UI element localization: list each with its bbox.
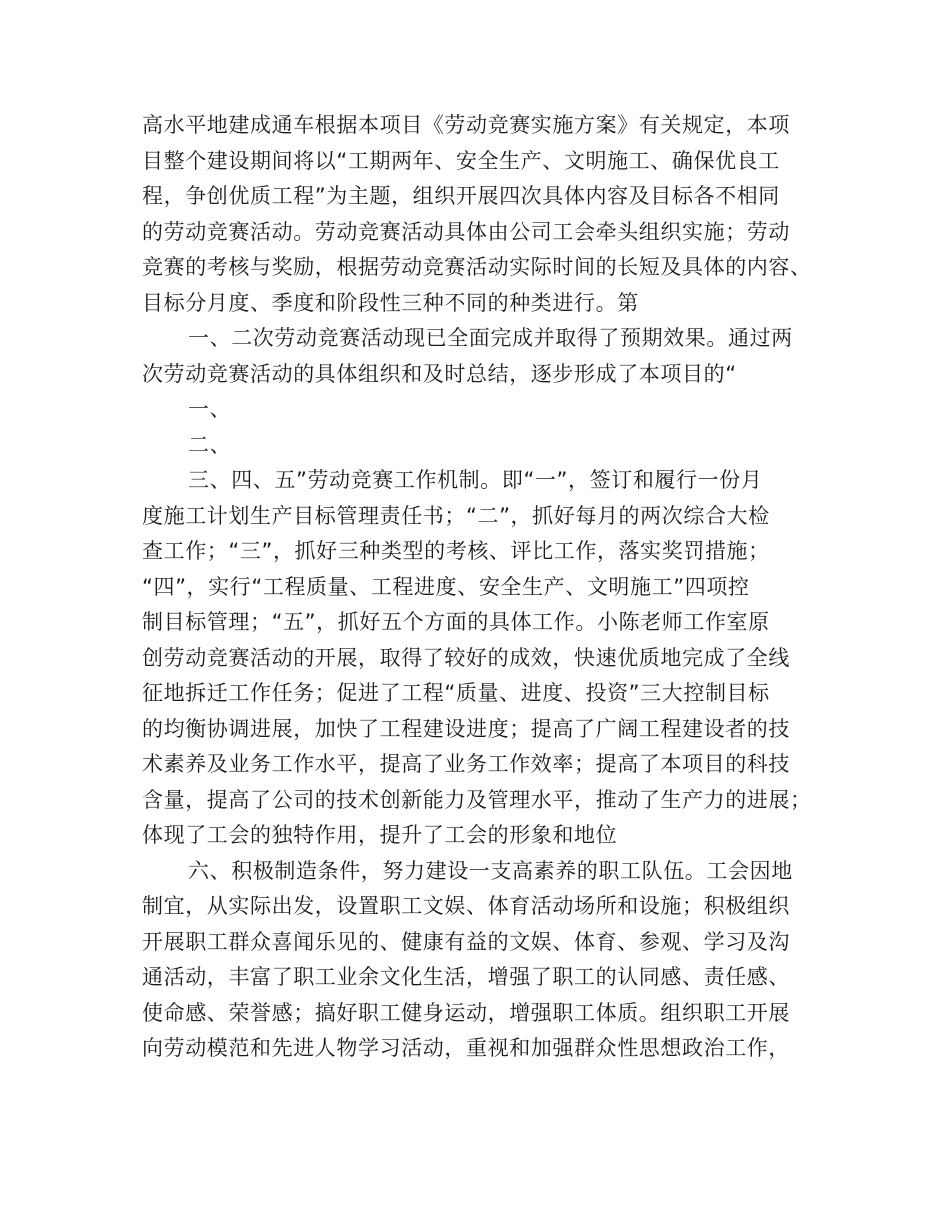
paragraph [142,428,810,464]
text-line: 一、二次劳动竞赛活动现已全面完成并取得了预期效果。通过两 [188,326,793,350]
text-line: 三、四、五”劳动竞赛工作机制。即“一”，签订和履行一份月 [188,468,763,492]
text-line: 制宜，从实际出发，设置职工文娱、体育活动场所和设施；积极组织 [142,894,790,918]
text-line: 征地拆迁工作任务；促进了工程“质量、进度、投资”三大控制目标 [142,681,770,705]
paragraph [142,463,810,854]
paragraph [142,108,810,321]
text-line: 程，争创优质工程”为主题，组织开展四次具体内容及目标各不相同 [142,184,780,208]
text-line: 通活动，丰富了职工业余文化生活，增强了职工的认同感、责任感、 [142,965,790,989]
text-line: 查工作；“三”，抓好三种类型的考核、评比工作，落实奖罚措施； [142,539,770,563]
text-line: 向劳动模范和先进人物学习活动，重视和加强群众性思想政治工作， [142,1036,790,1060]
paragraph [142,392,810,428]
text-line: 制目标管理；“五”，抓好五个方面的具体工作。小陈老师工作室原 [142,610,770,634]
text-line: 的均衡协调进展，加快了工程建设进度；提高了广阔工程建设者的技 [142,716,790,741]
text-line: 含量，提高了公司的技术创新能力及管理水平，推动了生产力的进展； [142,787,812,812]
text-line: 度施工计划生产目标管理责任书；“二”，抓好每月的两次综合大检 [142,503,770,528]
text-line: 二、 [188,432,232,457]
paragraph [142,854,810,1067]
paragraph [142,321,810,392]
text-line: 使命感、荣誉感；搞好职工健身运动，增强职工体质。组织职工开展 [142,1000,790,1025]
text-line: 六、积极制造条件，努力建设一支高素养的职工队伍。工会因地 [188,858,793,883]
text-line: 目整个建设期间将以“工期两年、安全生产、文明施工、确保优良工 [142,148,780,173]
text-line: 次劳动竞赛活动的具体组织和及时总结，逐步形成了本项目的“ [142,361,737,386]
text-line: 目标分月度、季度和阶段性三种不同的种类进行。第 [142,290,639,315]
text-line: 的劳动竞赛活动。劳动竞赛活动具体由公司工会牵头组织实施；劳动 [142,219,790,244]
text-line: 创劳动竞赛活动的开展，取得了较好的成效，快速优质地完成了全线 [142,645,790,670]
text-line: “四”，实行“工程质量、工程进度、安全生产、文明施工”四项控 [142,574,750,599]
text-line: 开展职工群众喜闻乐见的、健康有益的文娱、体育、参观、学习及沟 [142,929,790,954]
text-line: 竞赛的考核与奖励，根据劳动竞赛活动实际时间的长短及具体的内容、 [142,255,812,279]
text-line: 一、 [188,397,232,421]
text-line: 高水平地建成通车根据本项目《劳动竞赛实施方案》有关规定，本项 [142,113,790,137]
text-line: 体现了工会的独特作用，提升了工会的形象和地位 [142,823,618,847]
text-line: 术素养及业务工作水平，提高了业务工作效率；提高了本项目的科技 [142,752,790,776]
document-body [142,108,810,1067]
